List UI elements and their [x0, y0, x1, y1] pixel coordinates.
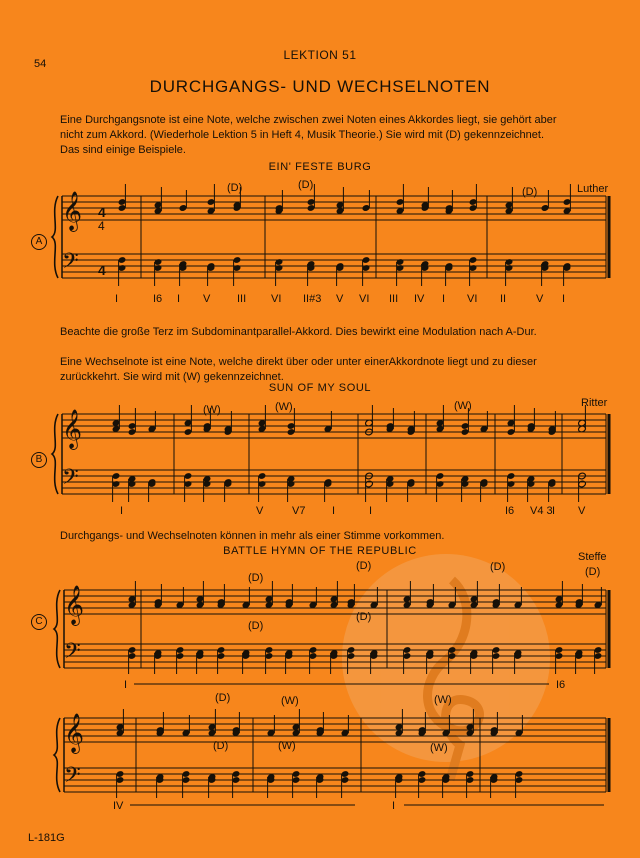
roman-numeral-a: III — [237, 293, 247, 305]
roman-numeral-a: I — [562, 293, 566, 305]
example-label-c: C — [31, 614, 47, 630]
roman-numeral-b: V — [256, 505, 264, 517]
roman-numeral-b: I — [120, 505, 124, 517]
system-b-bass-clef: 𝄢 — [62, 465, 79, 495]
time-sig-a-bottom: 4 — [98, 219, 105, 233]
system-a-bass-clef: 𝄢 — [62, 249, 79, 279]
page-code: L-181G — [28, 832, 65, 844]
composer-b: Ritter — [581, 397, 608, 409]
roman-numeral-b: V7 — [292, 505, 306, 517]
annotation-d-bottom: (W) — [430, 742, 448, 754]
roman-numeral-a: VI — [467, 293, 478, 305]
roman-numeral-a: III — [389, 293, 399, 305]
system-b-brace — [52, 414, 58, 494]
annotation-d-bottom: (D) — [213, 740, 229, 752]
intro-line-1: Eine Durchgangsnote ist eine Note, welche zwischen zwei Noten eines Akkordes liegt, sie gehört aber — [60, 114, 557, 126]
system-c-brace — [54, 590, 60, 668]
roman-numeral-a: VI — [359, 293, 370, 305]
roman-numeral-b: V — [578, 505, 586, 517]
song-title-c: BATTLE HYMN OF THE REPUBLIC — [223, 545, 417, 557]
wechsel-line-2: zurückkehrt. Sie wird mit (W) gekennzeichnet. — [60, 371, 284, 383]
annotation-c-bottom: (D) — [248, 620, 264, 632]
example-a-note: Beachte die große Terz im Subdominantparallel-Akkord. Dies bewirkt eine Modulation nach A-Dur. — [60, 326, 537, 338]
annotation-b: (W) — [203, 404, 221, 416]
page-title: DURCHGANGS- UND WECHSELNOTEN — [149, 77, 491, 96]
system-a-brace — [52, 196, 58, 278]
roman-numeral-c: I — [124, 679, 128, 691]
composer-c: Steffe — [578, 551, 607, 563]
roman-numeral-b: V4 3 — [530, 505, 553, 517]
system-c-treble-clef: 𝄞 — [64, 585, 85, 625]
roman-numeral-d: IV — [113, 800, 124, 812]
annotation-c-top: (D) — [356, 560, 372, 572]
annotation-a: (D) — [298, 179, 314, 191]
annotation-b: (W) — [275, 401, 293, 413]
annotation-b: (W) — [454, 400, 472, 412]
annotation-d-bottom: (W) — [278, 740, 296, 752]
lesson-heading: LEKTION 51 — [283, 48, 357, 62]
system-d-treble-clef: 𝄞 — [64, 713, 85, 753]
annotation-a: (D) — [522, 186, 538, 198]
roman-numeral-a: II#3 — [303, 293, 322, 305]
annotation-c-top: (D) — [248, 572, 264, 584]
annotation-c-top: (D) — [585, 566, 601, 578]
page-number: 54 — [34, 58, 47, 70]
example-label-b: B — [31, 452, 47, 468]
composer-a: Luther — [577, 183, 609, 195]
roman-numeral-a: I6 — [153, 293, 163, 305]
roman-numeral-a: V — [336, 293, 344, 305]
roman-numeral-b: I — [369, 505, 373, 517]
system-d-brace — [54, 718, 60, 792]
wechsel-line-1: Eine Wechselnote ist eine Note, welche direkt über oder unter einerAkkordnote liegt und zu dieser — [60, 356, 537, 368]
roman-numeral-a: VI — [271, 293, 282, 305]
roman-numeral-a: V — [203, 293, 211, 305]
roman-numeral-d: I — [392, 800, 396, 812]
intro-line-2: nicht zum Akkord. (Wiederhole Lektion 5 in Heft 4, Musik Theorie.) Sie wird mit (D) gekennzeichnet. — [60, 129, 544, 141]
roman-numeral-a: I — [177, 293, 181, 305]
time-sig-a-bass-top: 4 — [98, 262, 106, 278]
song-title-b: SUN OF MY SOUL — [268, 382, 372, 394]
annotation-d-top: (W) — [434, 694, 452, 706]
system-d-bass-clef: 𝄢 — [64, 763, 81, 793]
roman-numeral-b: I6 — [505, 505, 515, 517]
roman-numeral-b: I — [552, 505, 556, 517]
system-a-treble-clef: 𝄞 — [62, 191, 83, 231]
roman-numeral-a: II — [500, 293, 507, 305]
time-sig-a-top: 4 — [98, 204, 106, 220]
system-b-treble-clef: 𝄞 — [62, 409, 83, 449]
annotation-c-top: (D) — [490, 561, 506, 573]
example-label-a: A — [31, 234, 47, 250]
roman-numeral-a: I — [115, 293, 119, 305]
roman-numeral-c: I6 — [556, 679, 566, 691]
annotation-a: (D) — [227, 182, 243, 194]
roman-numeral-a: I — [442, 293, 446, 305]
intro-line-3: Das sind einige Beispiele. — [60, 144, 186, 156]
roman-numeral-a: IV — [414, 293, 425, 305]
example-c-intro: Durchgangs- und Wechselnoten können in mehr als einer Stimme vorkommen. — [60, 530, 445, 542]
annotation-c-bottom: (D) — [356, 611, 372, 623]
annotation-d-top: (D) — [215, 692, 231, 704]
roman-numeral-a: V — [536, 293, 544, 305]
system-c-bass-clef: 𝄢 — [64, 639, 81, 669]
roman-numeral-b: I — [332, 505, 336, 517]
song-title-a: EIN' FESTE BURG — [268, 161, 372, 173]
annotation-d-top: (W) — [281, 695, 299, 707]
